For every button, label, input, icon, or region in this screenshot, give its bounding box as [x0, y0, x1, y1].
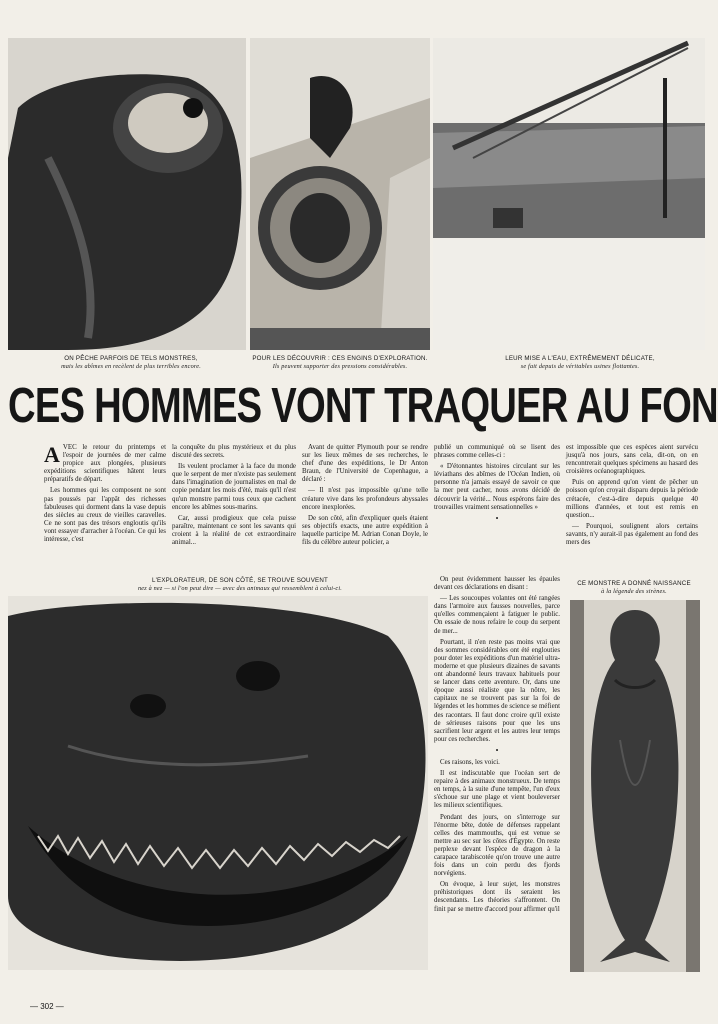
caption-top-right: LEUR MISE A L'EAU, EXTRÊMEMENT DÉLICATE, se fait depuis de véritables usines flottantes.	[505, 355, 655, 370]
caption-top-left: ON PÊCHE PARFOIS DE TELS MONSTRES, mais les abîmes en recèlent de plus terribles encore.	[61, 355, 201, 370]
caption-right-photo: CE MONSTRE A DONNÉ NAISSANCE à la légende des sirènes.	[577, 580, 691, 595]
caption-top-middle: POUR LES DÉCOUVRIR : CES ENGINS D'EXPLORATION. Ils peuvent supporter des pressions considérables.	[252, 355, 428, 370]
page-number: — 302 —	[30, 1002, 64, 1011]
article-column-4-top: publié un communiqué où se lisent des phrases comme celles-ci : « D'étonnantes histoires circulant sur les léviathans des abîmes de l'Océan Indien, où personne n'a jamais essayé de savoir ce que la mer peut cacher, nous avons décidé de découvrir la vérité... Nous espérons faire des trouvailles vraiment sensationnelles » •	[434, 444, 560, 523]
separator-bullet: •	[495, 513, 499, 523]
photo-sea-cow	[570, 600, 700, 972]
article-column-4-bottom: On peut évidemment hausser les épaules devant ces déclarations en disant : — Les soucoupes volantes ont été rangées dans l'armoire aux fausses nouvelles, parce qu'elles commençaient à fatiguer le public. On essaie de nous refaire le coup du serpent de mer... Pourtant, il n'en reste pas moins vrai que des sommes considérables ont été englouties pour doter les expéditions d'un matériel ultra-moderne et que plusieurs dizaines de savants ont abandonné leurs travaux habituels pour se lancer dans cette aventure. Or, dans une époque aussi réaliste que la nôtre, les capitaux ne se trouvent pas sur la foi de légendes et les hommes de science se méfient des racontars. Il faut donc croire qu'il existe de sérieuses raisons pour que les uns sacrifient leur argent et les autres leur temps pour ces recherches. • Ces raisons, les voici. Il est indiscutable que l'océan sert de repaire à des animaux monstrueux. De temps en temps, à la suite d'une tempête, l'un d'eux s'échoue sur une plage et vient bouleverser les milieux scientifiques. Pendant des jours, on s'interroge sur l'énorme bête, dotée de défenses rappelant celles des mammouths, qui est venue se mettre au sec sur les côtes d'Égypte. On reste perplexe devant l'espèce de dragon à la carapace tarabiscotée qu'on trouve une autre fois dans un coin perdu des fjords norvégiens. On évoque, à leur sujet, les monstres préhistoriques dont ils seraient les descendants. Les théories s'affrontent. On finit par se mettre d'accord pour affirmer qu'il	[434, 576, 560, 913]
photo-deep-sea-fish	[8, 38, 246, 350]
drop-cap: A	[44, 442, 60, 467]
article-column-5-top: est impossible que ces espèces aient survécu jusqu'à nos jours, sans cela, dit-on, on en rencontrerait quelques spécimens au hasard des croisières océanographiques. Puis on apprend qu'on vient de pêcher un poisson qu'on croyait disparu depuis la période crétacée, c'est-à-dire depuis quelque 40 millions d'années, et tout est remis en question... — Pourquoi, soulignent alors certains savants, n'y aurait-il pas également au fond des mers des	[566, 444, 698, 547]
caption-mid-left: L'EXPLORATEUR, DE SON CÔTÉ, SE TROUVE SOUVENT nez à nez — si l'on peut dire — avec des animaux qui ressemblent à celui-ci.	[137, 577, 343, 592]
photo-angler-fish	[8, 596, 428, 970]
article-column-3: Avant de quitter Plymouth pour se rendre sur les lieux mêmes de ses recherches, le chef d'une des expéditions, le Dr Anton Braun, de l'Université de Copenhague, a déclaré : — Il n'est pas impossible qu'une telle créature vive dans les profondeurs abyssales encore inexplorées. De son côté, afin d'expliquer quels étaient ses objectifs exacts, une autre expédition à laquelle participe M. Adrian Conan Doyle, le fils du célèbre auteur policier, a	[302, 444, 428, 547]
article-column-2: la conquête du plus mystérieux et du plus discuté des secrets. Ils veulent proclamer à la face du monde que le serpent de mer n'existe pas seulement dans l'imagination de journalistes en mal de copie pendant les mois d'été, mais qu'il n'est qu'un monstre parmi tous ceux que cachent encore les abîmes sous-marins. Car, aussi prodigieux que cela puisse paraître, maintenant ce sont les savants qui croient à la réalité de cet extraordinaire animal...	[172, 444, 296, 547]
photo-bathysphere	[250, 38, 430, 350]
headline: CES HOMMES VONT TRAQUER AU FON	[8, 379, 718, 433]
article-column-1: AVEC le retour du printemps et l'espoir de journées de mer calme propice aux plongées, plusieurs expéditions scientifiques hâtent leurs préparatifs de départ. Les hommes qui les composent ne sont pas poussés par l'appât des richesses fabuleuses qui dorment dans la vase depuis des siècles au creux de vieilles caravelles. Ce ne sont pas des trésors engloutis qu'ils vont essayer d'arracher à l'océan. Ce qui les intéresse, c'est	[44, 442, 166, 544]
separator-bullet-2: •	[495, 745, 499, 755]
photo-ship-launch	[433, 38, 705, 350]
